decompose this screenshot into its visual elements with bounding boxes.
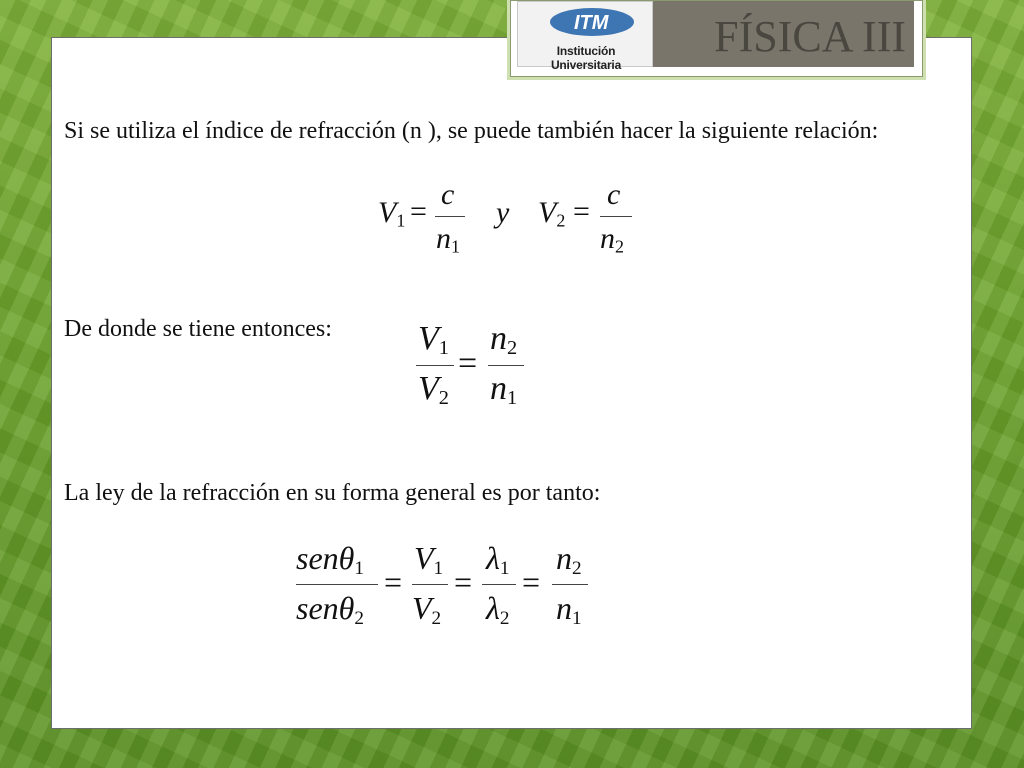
eq3-f4den-sub: 1 — [572, 607, 582, 629]
title-bar — [653, 1, 914, 67]
eq3-fraction-bar-4 — [552, 584, 588, 585]
eq1-equals: = — [410, 195, 427, 228]
eq3-f2den-sub: 2 — [431, 607, 442, 629]
eq3-f3num: λ — [486, 540, 500, 576]
eq3-equals-3: = — [522, 564, 541, 600]
paragraph-from-where: De donde se tiene entonces: — [64, 316, 332, 342]
eq1-v2-sub: 2 — [556, 210, 566, 231]
eq2-equals: = — [458, 345, 478, 382]
eq2-lden: V — [418, 370, 439, 407]
paragraph-general-law: La ley de la refracción en su forma general es por tanto: — [64, 480, 601, 506]
eq1-v1: V — [378, 196, 397, 229]
paragraph-refraction-index: Si se utiliza el índice de refracción (n ), se puede también hacer la siguiente relación: — [64, 118, 879, 144]
eq3-f2num-sub: 1 — [433, 557, 444, 579]
eq2-rnum: n — [490, 320, 507, 357]
eq1-num: c — [441, 178, 455, 211]
eq3-fraction-bar-2 — [412, 584, 448, 585]
eq3-f3den: λ — [486, 590, 500, 626]
eq2-rnum-sub: 2 — [507, 337, 518, 360]
eq1-den: n — [436, 222, 451, 255]
eq2-lden-sub: 2 — [438, 387, 449, 410]
eq3-f1num-sub: 1 — [354, 557, 364, 579]
eq1-fraction-bar — [435, 216, 465, 217]
eq1-den2-sub: 2 — [615, 236, 624, 257]
eq3-f4den: n — [556, 590, 572, 626]
eq3-f2num: V — [414, 540, 434, 576]
eq3-f1num: senθ — [296, 540, 355, 576]
equation-velocity-ratio — [416, 320, 536, 420]
eq3-fraction-bar-1 — [296, 584, 378, 585]
eq3-f1den: senθ — [296, 590, 355, 626]
eq3-f1den-sub: 2 — [354, 607, 364, 629]
eq1-den2: n — [600, 222, 615, 255]
equation-velocities — [378, 178, 638, 264]
itm-logo-icon — [544, 4, 634, 40]
eq1-conjunction: y — [496, 196, 510, 229]
eq3-f3num-sub: 1 — [499, 557, 510, 579]
eq2-rden-sub: 1 — [507, 387, 518, 410]
eq1-den-sub: 1 — [451, 236, 460, 257]
eq3-f4num-sub: 2 — [572, 557, 582, 579]
eq3-f4num: n — [556, 540, 572, 576]
eq3-f2den: V — [412, 590, 432, 626]
eq1-num2: c — [607, 178, 621, 211]
eq2-lnum: V — [418, 320, 439, 357]
eq1-v1-sub: 1 — [396, 210, 406, 231]
svg-text:ITM: ITM — [574, 12, 609, 34]
eq2-fraction-bar-left — [416, 365, 454, 366]
equation-snell-general — [296, 540, 596, 640]
eq1-fraction-bar-2 — [600, 216, 632, 217]
eq1-equals-2: = — [573, 195, 590, 228]
eq2-lnum-sub: 1 — [438, 337, 449, 360]
eq3-fraction-bar-3 — [482, 584, 516, 585]
itm-logo — [517, 1, 653, 72]
logo-caption: Institución Universitaria — [550, 44, 622, 72]
course-title: FÍSICA III — [714, 12, 906, 61]
eq3-equals-2: = — [454, 564, 473, 600]
slide-header — [510, 0, 923, 77]
eq2-rden: n — [490, 370, 507, 407]
eq3-f3den-sub: 2 — [499, 607, 510, 629]
eq1-v2: V — [538, 196, 557, 229]
eq3-equals-1: = — [384, 564, 403, 600]
eq2-fraction-bar-right — [488, 365, 524, 366]
